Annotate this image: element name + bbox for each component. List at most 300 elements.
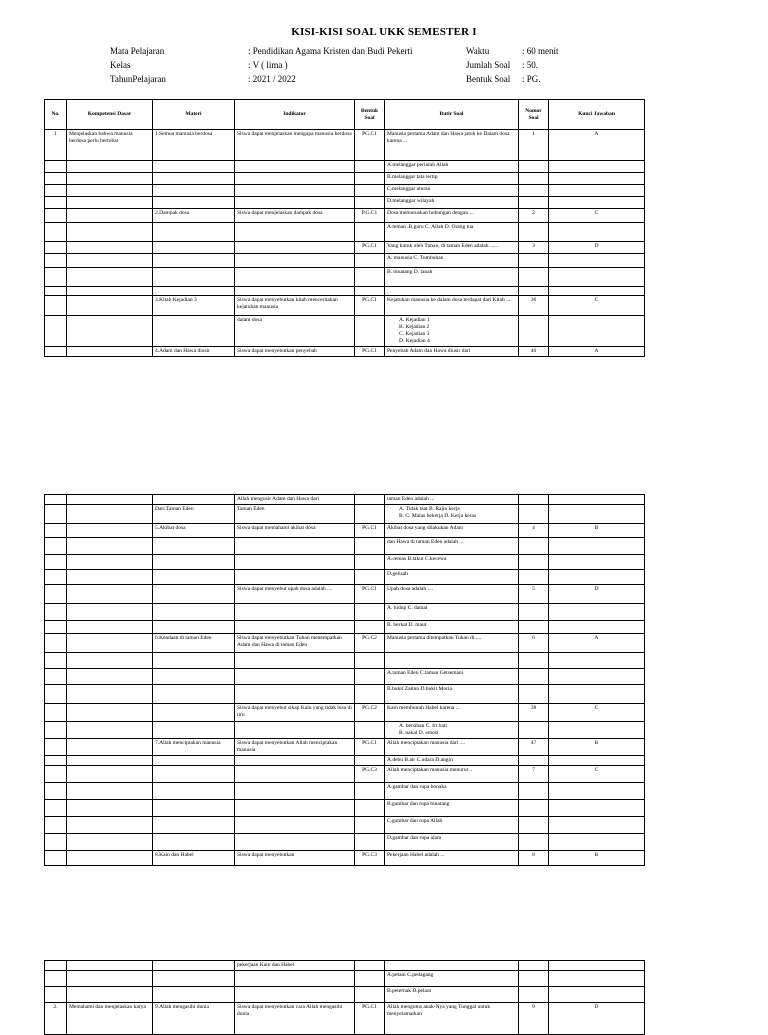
- cell-materi: [153, 538, 235, 555]
- cell-bentuk-soal: PG.C1: [355, 739, 385, 756]
- cell-bentuk-soal: [355, 971, 385, 987]
- table-row: [45, 570, 645, 585]
- cell-indikator: Siswa dapat menjelaskan mengapa manusia berdosa: [235, 130, 355, 161]
- cell-nomor-soal: 3: [519, 242, 549, 254]
- cell-no: [45, 585, 67, 604]
- table-row: [45, 505, 645, 524]
- table-row: [45, 585, 645, 604]
- cell-indikator: [235, 254, 355, 268]
- cell-no: [45, 173, 67, 185]
- cell-kunci-jawaban: A: [549, 347, 645, 357]
- cell-bentuk-soal: PG.C3: [355, 766, 385, 783]
- cell-kompetensi-dasar: [67, 834, 153, 851]
- cell-no: [45, 197, 67, 209]
- cell-kunci-jawaban: [549, 223, 645, 242]
- cell-nomor-soal: 8: [519, 851, 549, 866]
- header-bentuk-soal: Bentuk Soal: [355, 100, 385, 130]
- cell-materi: [153, 254, 235, 268]
- kelas-value: : V ( lima ): [248, 60, 288, 70]
- table-row: [45, 161, 645, 173]
- cell-materi: [153, 800, 235, 817]
- cell-kompetensi-dasar: [67, 347, 153, 357]
- cell-nomor-soal: [519, 287, 549, 296]
- cell-kompetensi-dasar: [67, 161, 153, 173]
- cell-indikator: Siswa dapat menyebutkan kitab menceritakan kejatuhan manusia: [235, 296, 355, 316]
- cell-butir-soal: A. manusia C. Tumbuhan: [385, 254, 519, 268]
- cell-butir-soal: D.gambar dan rupa alam: [385, 834, 519, 851]
- cell-no: 2.: [45, 1003, 67, 1035]
- table-row: [45, 555, 645, 570]
- tahun-value: : 2021 / 2022: [248, 74, 296, 84]
- cell-kompetensi-dasar: [67, 524, 153, 538]
- cell-kompetensi-dasar: [67, 495, 153, 505]
- cell-indikator: [235, 538, 355, 555]
- cell-bentuk-soal: [355, 669, 385, 685]
- cell-butir-soal: A.taman Eden C.taman Getsemani: [385, 669, 519, 685]
- cell-kunci-jawaban: [549, 987, 645, 1003]
- table-row: [45, 704, 645, 722]
- cell-kompetensi-dasar: [67, 634, 153, 653]
- cell-kunci-jawaban: [549, 621, 645, 634]
- cell-butir-soal: B.peternak D.pelaut: [385, 987, 519, 1003]
- cell-no: [45, 634, 67, 653]
- cell-indikator: [235, 783, 355, 800]
- cell-nomor-soal: [519, 268, 549, 287]
- cell-materi: [153, 783, 235, 800]
- cell-butir-soal: Akibat dosa yang dilakukan Adam: [385, 524, 519, 538]
- cell-indikator: [235, 817, 355, 834]
- cell-butir-soal: D.melanggar wilayah: [385, 197, 519, 209]
- cell-no: [45, 756, 67, 766]
- cell-kunci-jawaban: [549, 173, 645, 185]
- cell-kunci-jawaban: C: [549, 704, 645, 722]
- cell-indikator: Siswa dapat menyebutkan: [235, 851, 355, 866]
- cell-kunci-jawaban: [549, 653, 645, 669]
- cell-kompetensi-dasar: Menjelaskan bahwa manusia berdosa perlu bertobat: [67, 130, 153, 161]
- cell-no: [45, 209, 67, 223]
- cell-no: [45, 971, 67, 987]
- cell-butir-soal: A.melanggar perintah Allah: [385, 161, 519, 173]
- mapel-label: Mata Pelajaran: [110, 46, 165, 56]
- cell-materi: [153, 197, 235, 209]
- cell-indikator: [235, 161, 355, 173]
- cell-kunci-jawaban: [549, 669, 645, 685]
- cell-nomor-soal: [519, 653, 549, 669]
- cell-butir-soal: B.melanggar tata tertip: [385, 173, 519, 185]
- cell-materi: 2.Dampak dosa: [153, 209, 235, 223]
- cell-no: [45, 961, 67, 971]
- cell-indikator: [235, 987, 355, 1003]
- option-line: A. Kejadian 1: [399, 317, 430, 323]
- table-row: [45, 783, 645, 800]
- cell-indikator: [235, 756, 355, 766]
- cell-bentuk-soal: PG.C1: [355, 296, 385, 316]
- cell-nomor-soal: 6: [519, 634, 549, 653]
- cell-bentuk-soal: [355, 538, 385, 555]
- option-line: A. Tidak taat B. Rajin kerja: [399, 506, 460, 512]
- table-row: [45, 209, 645, 223]
- option-line: C. Kejadian 3: [399, 331, 430, 337]
- cell-bentuk-soal: [355, 604, 385, 621]
- cell-kunci-jawaban: [549, 287, 645, 296]
- cell-materi: [153, 961, 235, 971]
- cell-kunci-jawaban: D: [549, 242, 645, 254]
- cell-no: [45, 161, 67, 173]
- cell-bentuk-soal: PG.C1: [355, 585, 385, 604]
- option-line: B. C. Malas bekerja D. Kerja keras: [399, 513, 477, 519]
- cell-materi: [153, 585, 235, 604]
- cell-indikator: [235, 621, 355, 634]
- cell-indikator: [235, 197, 355, 209]
- cell-nomor-soal: [519, 505, 549, 524]
- cell-kunci-jawaban: D: [549, 1003, 645, 1035]
- cell-indikator: [235, 287, 355, 296]
- cell-indikator: [235, 268, 355, 287]
- cell-kunci-jawaban: [549, 961, 645, 971]
- cell-bentuk-soal: [355, 555, 385, 570]
- jumlah-value: : 50.: [522, 60, 539, 70]
- cell-kompetensi-dasar: Memahami dan menjelaskan karya: [67, 1003, 153, 1035]
- cell-materi: [153, 242, 235, 254]
- cell-bentuk-soal: [355, 756, 385, 766]
- cell-indikator: [235, 669, 355, 685]
- cell-butir-soal: [385, 653, 519, 669]
- option-line: B. nakal D. emosi: [399, 730, 439, 736]
- cell-kompetensi-dasar: [67, 685, 153, 704]
- cell-nomor-soal: [519, 756, 549, 766]
- header-butir-soal: Butir Soal: [385, 100, 519, 130]
- table-row: [45, 971, 645, 987]
- cell-nomor-soal: [519, 555, 549, 570]
- cell-kompetensi-dasar: [67, 766, 153, 783]
- cell-no: [45, 570, 67, 585]
- header-no: No.: [45, 100, 67, 130]
- cell-butir-soal: Allah mengutus anak-Nya yang Tunggal untuk menyelamatkan: [385, 1003, 519, 1035]
- cell-bentuk-soal: [355, 161, 385, 173]
- cell-no: [45, 817, 67, 834]
- cell-indikator: [235, 555, 355, 570]
- cell-kompetensi-dasar: [67, 268, 153, 287]
- cell-indikator: Siswa dapat menjelaskan dampak dosa: [235, 209, 355, 223]
- cell-bentuk-soal: PG.C1: [355, 524, 385, 538]
- cell-no: [45, 268, 67, 287]
- cell-indikator: Siswa dapat menyebut upah dosa adalah ....: [235, 585, 355, 604]
- cell-materi: 1.Semua manusia berdosa: [153, 130, 235, 161]
- mapel-value: : Pendidikan Agama Kristen dan Budi Pekerti: [248, 46, 413, 56]
- table-row: [45, 961, 645, 971]
- cell-butir-soal: [385, 961, 519, 971]
- cell-kunci-jawaban: D: [549, 585, 645, 604]
- cell-materi: [153, 161, 235, 173]
- cell-no: [45, 800, 67, 817]
- cell-no: [45, 287, 67, 296]
- cell-materi: 7.Allah menciptakan manusia: [153, 739, 235, 756]
- cell-no: [45, 766, 67, 783]
- cell-butir-soal: Manusia pertama ditempatkan Tuhan di ....: [385, 634, 519, 653]
- cell-bentuk-soal: [355, 316, 385, 347]
- cell-kompetensi-dasar: [67, 604, 153, 621]
- cell-kompetensi-dasar: [67, 223, 153, 242]
- cell-butir-soal: [385, 722, 519, 739]
- cell-kompetensi-dasar: [67, 585, 153, 604]
- cell-kompetensi-dasar: [67, 653, 153, 669]
- page-title: KISI-KISI SOAL UKK SEMESTER I: [291, 26, 477, 38]
- cell-kunci-jawaban: [549, 800, 645, 817]
- cell-kunci-jawaban: [549, 505, 645, 524]
- bentuk-label: Bentuk Soal: [466, 74, 511, 84]
- table-row: [45, 739, 645, 756]
- cell-bentuk-soal: [355, 570, 385, 585]
- table-row: [45, 621, 645, 634]
- cell-butir-soal: [385, 316, 519, 347]
- cell-nomor-soal: [519, 570, 549, 585]
- cell-bentuk-soal: [355, 268, 385, 287]
- cell-kompetensi-dasar: [67, 242, 153, 254]
- cell-nomor-soal: [519, 971, 549, 987]
- header-kompetensi-dasar: Kompetensi Dasar: [67, 100, 153, 130]
- cell-no: [45, 555, 67, 570]
- cell-indikator: [235, 570, 355, 585]
- table-row: [45, 722, 645, 739]
- cell-materi: [153, 987, 235, 1003]
- cell-nomor-soal: 1: [519, 130, 549, 161]
- cell-nomor-soal: 2: [519, 209, 549, 223]
- cell-no: [45, 834, 67, 851]
- cell-kunci-jawaban: [549, 783, 645, 800]
- cell-materi: [153, 495, 235, 505]
- cell-materi: [153, 268, 235, 287]
- cell-kompetensi-dasar: [67, 287, 153, 296]
- table-row: [45, 197, 645, 209]
- cell-kunci-jawaban: [549, 971, 645, 987]
- cell-kompetensi-dasar: [67, 296, 153, 316]
- cell-kompetensi-dasar: [67, 817, 153, 834]
- cell-no: [45, 505, 67, 524]
- table-row: [45, 1003, 645, 1035]
- cell-bentuk-soal: [355, 223, 385, 242]
- cell-indikator: [235, 971, 355, 987]
- cell-indikator: [235, 653, 355, 669]
- cell-butir-soal: taman Eden adalah ...: [385, 495, 519, 505]
- cell-materi: [153, 185, 235, 197]
- cell-kompetensi-dasar: [67, 851, 153, 866]
- cell-indikator: [235, 722, 355, 739]
- cell-bentuk-soal: [355, 834, 385, 851]
- cell-kompetensi-dasar: [67, 197, 153, 209]
- cell-bentuk-soal: [355, 817, 385, 834]
- cell-nomor-soal: [519, 538, 549, 555]
- cell-kompetensi-dasar: [67, 254, 153, 268]
- cell-nomor-soal: [519, 783, 549, 800]
- cell-indikator: Taman Eden: [235, 505, 355, 524]
- table-row: [45, 268, 645, 287]
- table-row: [45, 604, 645, 621]
- cell-materi: [153, 834, 235, 851]
- cell-bentuk-soal: [355, 621, 385, 634]
- cell-kompetensi-dasar: [67, 987, 153, 1003]
- cell-nomor-soal: [519, 685, 549, 704]
- table-row: [45, 538, 645, 555]
- cell-butir-soal: A.gambar dan rupa bonaka: [385, 783, 519, 800]
- cell-nomor-soal: [519, 197, 549, 209]
- option-line: D. Kejadian 4: [399, 338, 430, 344]
- cell-bentuk-soal: [355, 685, 385, 704]
- cell-butir-soal: C.gambar dan rupa Allah: [385, 817, 519, 834]
- cell-bentuk-soal: [355, 287, 385, 296]
- cell-nomor-soal: [519, 621, 549, 634]
- table-row: [45, 669, 645, 685]
- cell-indikator: [235, 604, 355, 621]
- cell-materi: [153, 570, 235, 585]
- cell-kunci-jawaban: C: [549, 209, 645, 223]
- table-row: [45, 987, 645, 1003]
- cell-nomor-soal: [519, 185, 549, 197]
- cell-kompetensi-dasar: [67, 173, 153, 185]
- cell-butir-soal: B.bukit Zaitun D.bukit Moria: [385, 685, 519, 704]
- cell-kompetensi-dasar: [67, 505, 153, 524]
- cell-butir-soal: D.gelisah: [385, 570, 519, 585]
- cell-nomor-soal: [519, 722, 549, 739]
- cell-indikator: [235, 223, 355, 242]
- cell-materi: 8.Kain dan Habel: [153, 851, 235, 866]
- cell-nomor-soal: 36: [519, 296, 549, 316]
- cell-bentuk-soal: [355, 987, 385, 1003]
- option-line: B. Kejadian 2: [399, 324, 430, 330]
- cell-butir-soal: Penyebab Adam dan Hawa diusir dari: [385, 347, 519, 357]
- cell-materi: [153, 971, 235, 987]
- cell-kompetensi-dasar: [67, 555, 153, 570]
- cell-bentuk-soal: [355, 495, 385, 505]
- cell-kunci-jawaban: [549, 495, 645, 505]
- cell-nomor-soal: [519, 669, 549, 685]
- cell-no: [45, 296, 67, 316]
- cell-indikator: [235, 242, 355, 254]
- cell-kunci-jawaban: A: [549, 130, 645, 161]
- cell-butir-soal: B. binatang D. tanah: [385, 268, 519, 287]
- cell-materi: Dari Taman Eden: [153, 505, 235, 524]
- header-kunci-jawaban: Kunci Jawaban: [549, 100, 645, 130]
- cell-kompetensi-dasar: [67, 756, 153, 766]
- meta-labels-right: [466, 44, 510, 86]
- cell-kunci-jawaban: C: [549, 296, 645, 316]
- table-row: [45, 347, 645, 357]
- header-nomor-soal: Nomor Soal: [519, 100, 549, 130]
- kisi-table-page-2: [44, 494, 645, 866]
- kisi-table-page-1: [44, 99, 645, 357]
- cell-indikator: [235, 766, 355, 783]
- table-row: [45, 316, 645, 347]
- cell-indikator: Siswa dapat menyebutkan cara Allah mengasihi dunia: [235, 1003, 355, 1035]
- cell-indikator: pekerjaan Kain dan Habel: [235, 961, 355, 971]
- cell-nomor-soal: [519, 173, 549, 185]
- table-row: [45, 296, 645, 316]
- cell-indikator: [235, 185, 355, 197]
- cell-butir-soal: C.melanggar aturan: [385, 185, 519, 197]
- cell-nomor-soal: 46: [519, 347, 549, 357]
- cell-butir-soal: B.gambar dan rupa binatang: [385, 800, 519, 817]
- cell-materi: [153, 604, 235, 621]
- table-row: [45, 223, 645, 242]
- cell-materi: [153, 817, 235, 834]
- cell-kunci-jawaban: [549, 254, 645, 268]
- cell-no: [45, 851, 67, 866]
- cell-kunci-jawaban: [549, 161, 645, 173]
- cell-no: [45, 495, 67, 505]
- cell-no: [45, 685, 67, 704]
- table-row: [45, 242, 645, 254]
- cell-bentuk-soal: [355, 185, 385, 197]
- cell-butir-soal: Manusia pertama Adam dan Hawa jatuh ke Dalam dosa karena ...: [385, 130, 519, 161]
- cell-nomor-soal: [519, 223, 549, 242]
- cell-materi: [153, 223, 235, 242]
- table-row: [45, 287, 645, 296]
- cell-materi: [153, 287, 235, 296]
- header-indikator: Indikator: [235, 100, 355, 130]
- cell-nomor-soal: [519, 495, 549, 505]
- cell-materi: 4.Adam dan Hawa diusir: [153, 347, 235, 357]
- cell-kunci-jawaban: [549, 538, 645, 555]
- cell-kompetensi-dasar: [67, 316, 153, 347]
- table-row: [45, 834, 645, 851]
- cell-materi: [153, 316, 235, 347]
- cell-butir-soal: A.petani C.pedagang: [385, 971, 519, 987]
- cell-butir-soal: A. hidup C. damai: [385, 604, 519, 621]
- table-row: [45, 524, 645, 538]
- cell-no: [45, 669, 67, 685]
- table-row: [45, 254, 645, 268]
- table-row: [45, 634, 645, 653]
- cell-no: [45, 621, 67, 634]
- cell-indikator: [235, 173, 355, 185]
- cell-materi: [153, 669, 235, 685]
- cell-butir-soal: A.debu B.air C.udara D.angin: [385, 756, 519, 766]
- table-header-row: [45, 100, 645, 130]
- cell-bentuk-soal: [355, 197, 385, 209]
- cell-nomor-soal: [519, 834, 549, 851]
- cell-kompetensi-dasar: [67, 739, 153, 756]
- cell-nomor-soal: [519, 800, 549, 817]
- cell-nomor-soal: 38: [519, 704, 549, 722]
- table-row: [45, 756, 645, 766]
- cell-bentuk-soal: P.G.C1: [355, 209, 385, 223]
- cell-butir-soal: Dosa memutuskan hubungan dengan ...: [385, 209, 519, 223]
- cell-nomor-soal: [519, 254, 549, 268]
- cell-indikator: Siswa dapat menyebutkan Tuhan menempatkan Adam dan Hawa di taman Eden: [235, 634, 355, 653]
- cell-kunci-jawaban: [549, 316, 645, 347]
- cell-indikator: Allah mengusir Adam dan Hawa dari: [235, 495, 355, 505]
- cell-bentuk-soal: [355, 505, 385, 524]
- cell-nomor-soal: 5: [519, 585, 549, 604]
- cell-kunci-jawaban: [549, 756, 645, 766]
- cell-butir-soal: Allah menciptakan manusia dari ....: [385, 739, 519, 756]
- cell-kompetensi-dasar: [67, 669, 153, 685]
- cell-kunci-jawaban: [549, 685, 645, 704]
- cell-kunci-jawaban: [549, 197, 645, 209]
- cell-indikator: [235, 834, 355, 851]
- cell-no: [45, 316, 67, 347]
- cell-bentuk-soal: [355, 173, 385, 185]
- cell-bentuk-soal: [355, 254, 385, 268]
- cell-nomor-soal: [519, 316, 549, 347]
- cell-indikator: Siswa dapat menyebut sikap Kain yang tidak bisa di tiru: [235, 704, 355, 722]
- cell-no: [45, 783, 67, 800]
- cell-kunci-jawaban: [549, 834, 645, 851]
- table-row: [45, 173, 645, 185]
- cell-bentuk-soal: [355, 653, 385, 669]
- cell-bentuk-soal: [355, 800, 385, 817]
- cell-no: [45, 653, 67, 669]
- cell-kunci-jawaban: [549, 722, 645, 739]
